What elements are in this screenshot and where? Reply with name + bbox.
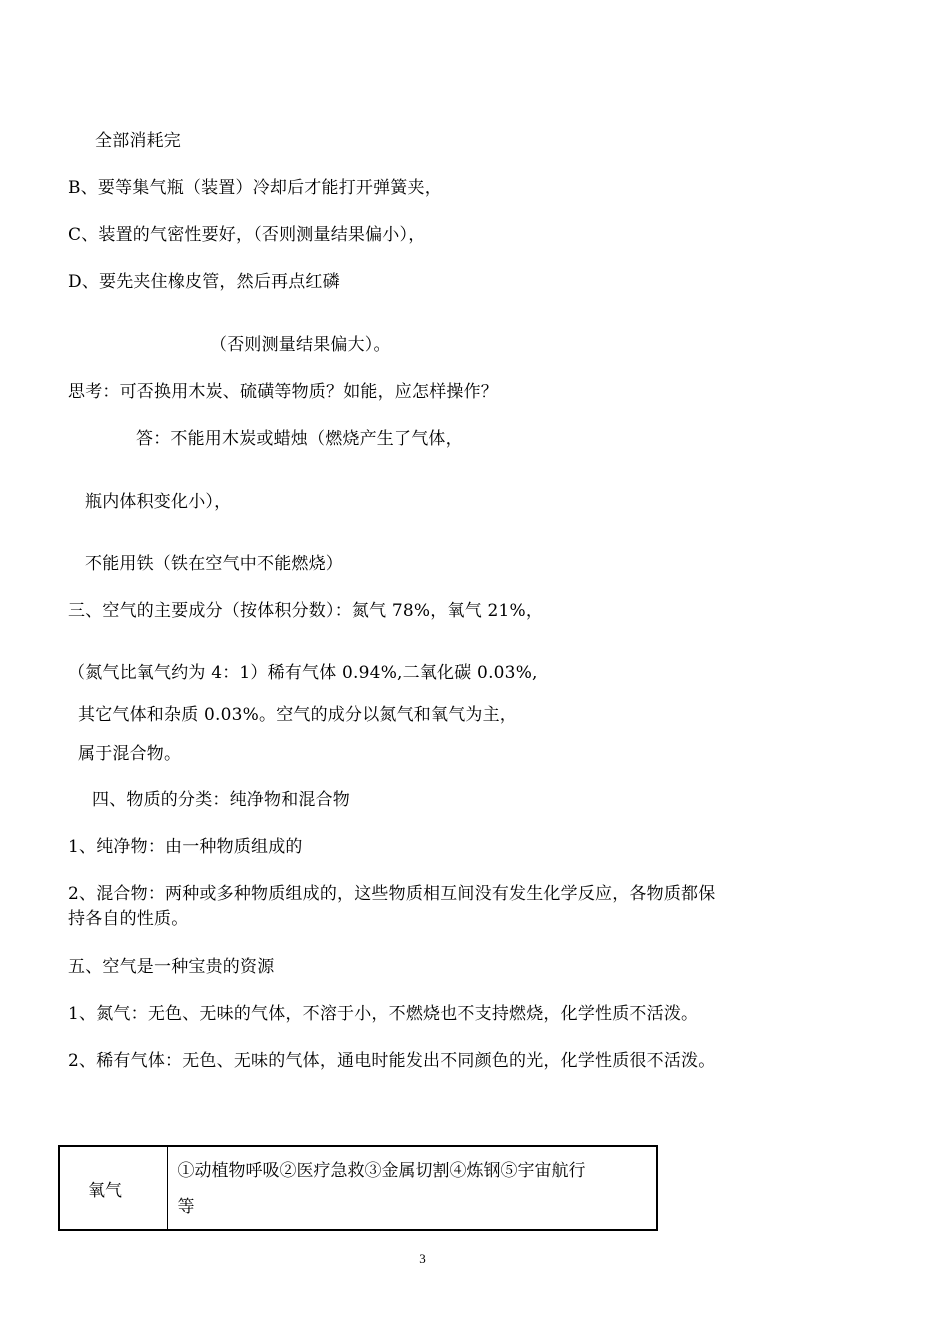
- text-line: D、要先夹住橡皮管，然后再点红磷: [68, 272, 340, 292]
- text-line: 2、混合物：两种或多种物质组成的，这些物质相互间没有发生化学反应，各物质都保: [68, 884, 716, 904]
- text-line: 全部消耗完: [95, 131, 181, 151]
- table-row: [59, 1146, 657, 1230]
- text-line: 持各自的性质。: [68, 909, 189, 929]
- text-line: 属于混合物。: [78, 744, 182, 764]
- section-heading: 四、物质的分类：纯净物和混合物: [92, 790, 350, 810]
- section-heading: 五、空气是一种宝贵的资源: [68, 957, 275, 977]
- text-line: 瓶内体积变化小），: [85, 492, 232, 512]
- text-line: C、装置的气密性要好，（否则测量结果偏小），: [68, 225, 426, 245]
- table-cell-name: 氧气: [59, 1146, 167, 1230]
- text-line: 思考：可否换用木炭、硫磺等物质？如能，应怎样操作？: [68, 382, 498, 402]
- text-line: 1、纯净物：由一种物质组成的: [68, 837, 303, 857]
- uses-line: ①动植物呼吸②医疗急救③金属切割④炼钢⑤宇宙航行: [177, 1161, 586, 1181]
- uses-line: 等: [177, 1197, 195, 1217]
- text-line: 2、稀有气体：无色、无味的气体，通电时能发出不同颜色的光，化学性质很不活泼。: [68, 1051, 716, 1071]
- text-line: 不能用铁（铁在空气中不能燃烧）: [85, 554, 343, 574]
- text-line: 1、氮气：无色、无味的气体，不溶于小，不燃烧也不支持燃烧，化学性质不活泼。: [68, 1004, 699, 1024]
- text-line: （氮气比氧气约为 4：1）稀有气体 0.94%,二氧化碳 0.03%,: [68, 663, 538, 683]
- section-heading: 三、空气的主要成分（按体积分数）：氮气 78%，氧气 21%，: [68, 601, 544, 621]
- text-line: B、要等集气瓶（装置）冷却后才能打开弹簧夹，: [68, 178, 442, 198]
- page-number: 3: [419, 1251, 426, 1266]
- table-cell-uses: [167, 1146, 657, 1230]
- text-line: 其它气体和杂质 0.03%。空气的成分以氮气和氧气为主，: [78, 705, 518, 725]
- text-line: 答：不能用木炭或蜡烛（燃烧产生了气体，: [136, 429, 463, 449]
- text-line: （否则测量结果偏大）。: [210, 335, 391, 355]
- oxygen-usage-table: [58, 1145, 658, 1231]
